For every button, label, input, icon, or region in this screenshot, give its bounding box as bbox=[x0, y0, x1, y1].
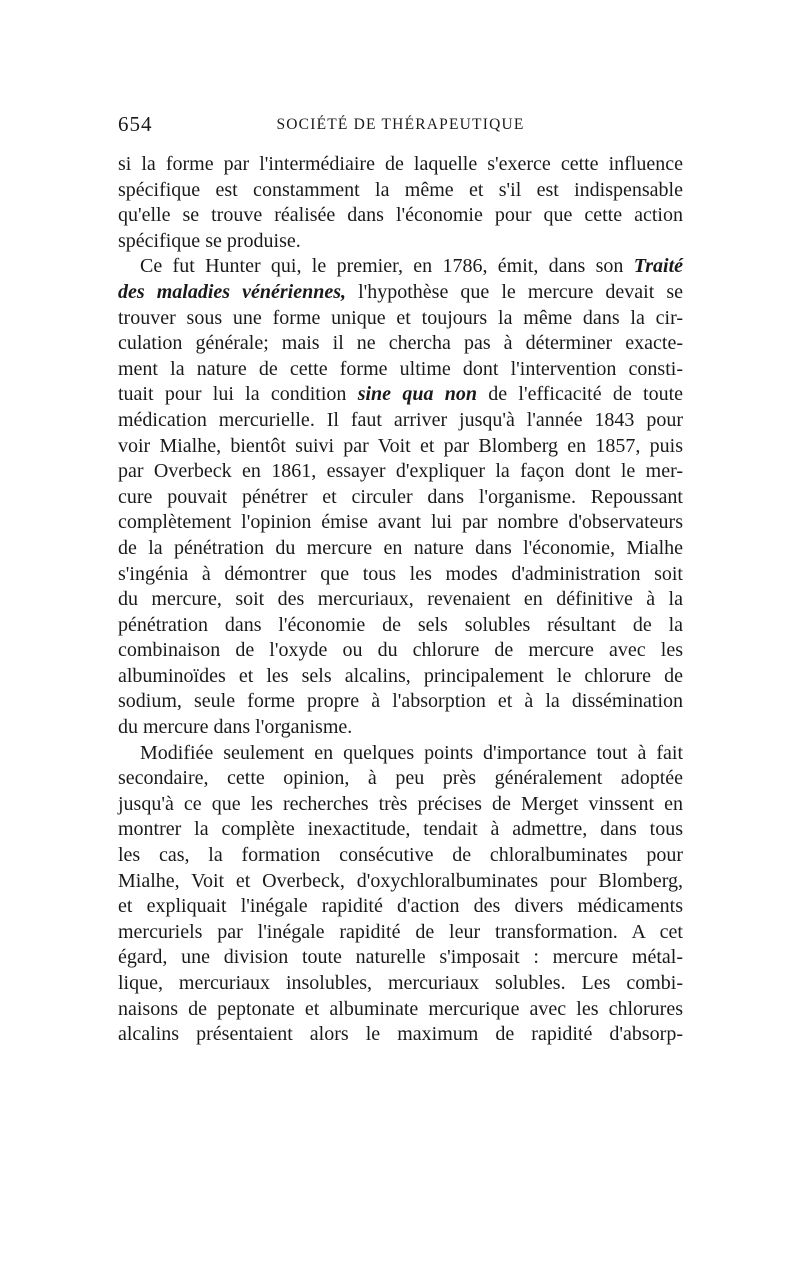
text-line: s'ingénia à démontrer que tous les modes d'administration soit bbox=[118, 562, 683, 585]
text-line: si la forme par l'intermédiaire de laquelle s'exerce cette influence bbox=[118, 153, 683, 175]
text-line: combinaison de l'oxyde ou du chlorure de mercure avec les bbox=[118, 639, 683, 662]
text-line: montrer la complète inexactitude, tendait à admettre, dans tous bbox=[118, 818, 683, 841]
text-line: de la pénétration du mercure en nature dans l'économie, Mialhe bbox=[118, 536, 683, 559]
book-title: Traité bbox=[633, 255, 684, 278]
text-line: cure pouvait pénétrer et circuler dans l'organisme. Repoussant bbox=[118, 485, 683, 508]
text-line: trouver sous une forme unique et toujours la même dans la cir- bbox=[118, 306, 683, 329]
text-line: du mercure dans l'organisme. bbox=[118, 716, 353, 739]
text-line: alcalins présentaient alors le maximum de rapidité d'absorp- bbox=[118, 1023, 683, 1046]
book-title: des maladies vénériennes, bbox=[118, 280, 346, 303]
text-line: qu'elle se trouve réalisée dans l'économie pour que cette action bbox=[118, 204, 683, 227]
text-line bbox=[118, 382, 683, 408]
text-line: les cas, la formation consécutive de chloralbuminates pour bbox=[118, 844, 683, 867]
text-line: spécifique se produise. bbox=[118, 229, 301, 252]
text-line: secondaire, cette opinion, à peu près généralement adoptée bbox=[118, 767, 683, 790]
text-line: du mercure, soit des mercuriaux, revenaient en définitive à la bbox=[118, 588, 683, 611]
text-line: ment la nature de cette forme ultime dont l'intervention consti- bbox=[118, 357, 683, 380]
text-segment: l'hypothèse que le mercure devait se bbox=[358, 280, 683, 303]
text-line: culation générale; mais il ne chercha pas à déterminer exacte- bbox=[118, 332, 683, 355]
text-line: sodium, seule forme propre à l'absorption et à la dissémination bbox=[118, 690, 683, 713]
body-text bbox=[118, 152, 683, 1048]
text-line: et expliquait l'inégale rapidité d'action des divers médicaments bbox=[118, 895, 683, 918]
text-line: par Overbeck en 1861, essayer d'expliquer la façon dont le mer- bbox=[118, 460, 683, 483]
text-line: albuminoïdes et les sels alcalins, principalement le chlorure de bbox=[118, 664, 683, 687]
text-line: pénétration dans l'économie de sels solubles résultant de la bbox=[118, 613, 683, 636]
text-segment: de l'efficacité de toute bbox=[488, 383, 683, 406]
text-line: mercuriels par l'inégale rapidité de leur transformation. A cet bbox=[118, 920, 683, 943]
text-line: complètement l'opinion émise avant lui par nombre d'observateurs bbox=[118, 511, 683, 534]
latin-phrase: sine qua non bbox=[357, 383, 477, 406]
text-line: Mialhe, Voit et Overbeck, d'oxychloralbuminates pour Blomberg, bbox=[118, 869, 683, 892]
text-line: naisons de peptonate et albuminate mercurique avec les chlorures bbox=[118, 997, 683, 1020]
text-line: médication mercurielle. Il faut arriver jusqu'à l'année 1843 pour bbox=[118, 408, 683, 431]
text-line: lique, mercuriaux insolubles, mercuriaux solubles. Les combi- bbox=[118, 972, 683, 994]
text-segment: tuait pour lui la condition bbox=[118, 383, 347, 406]
text-line: Modifiée seulement en quelques points d'importance tout à fait bbox=[140, 741, 683, 764]
text-line: voir Mialhe, bientôt suivi par Voit et par Blomberg en 1857, puis bbox=[118, 434, 683, 457]
page-number: 654 bbox=[118, 112, 153, 136]
text-line bbox=[118, 254, 683, 280]
text-line: jusqu'à ce que les recherches très précises de Merget vinssent en bbox=[118, 792, 683, 815]
page-header bbox=[118, 112, 683, 142]
text-line: égard, une division toute naturelle s'imposait : mercure métal- bbox=[118, 946, 683, 969]
running-title: SOCIÉTÉ DE THÉRAPEUTIQUE bbox=[276, 116, 525, 133]
text-line: spécifique est constamment la même et s'il est indispensable bbox=[118, 178, 683, 201]
text-segment: Ce fut Hunter qui, le premier, en 1786, émit, dans son bbox=[140, 255, 624, 278]
text-line bbox=[118, 280, 683, 306]
